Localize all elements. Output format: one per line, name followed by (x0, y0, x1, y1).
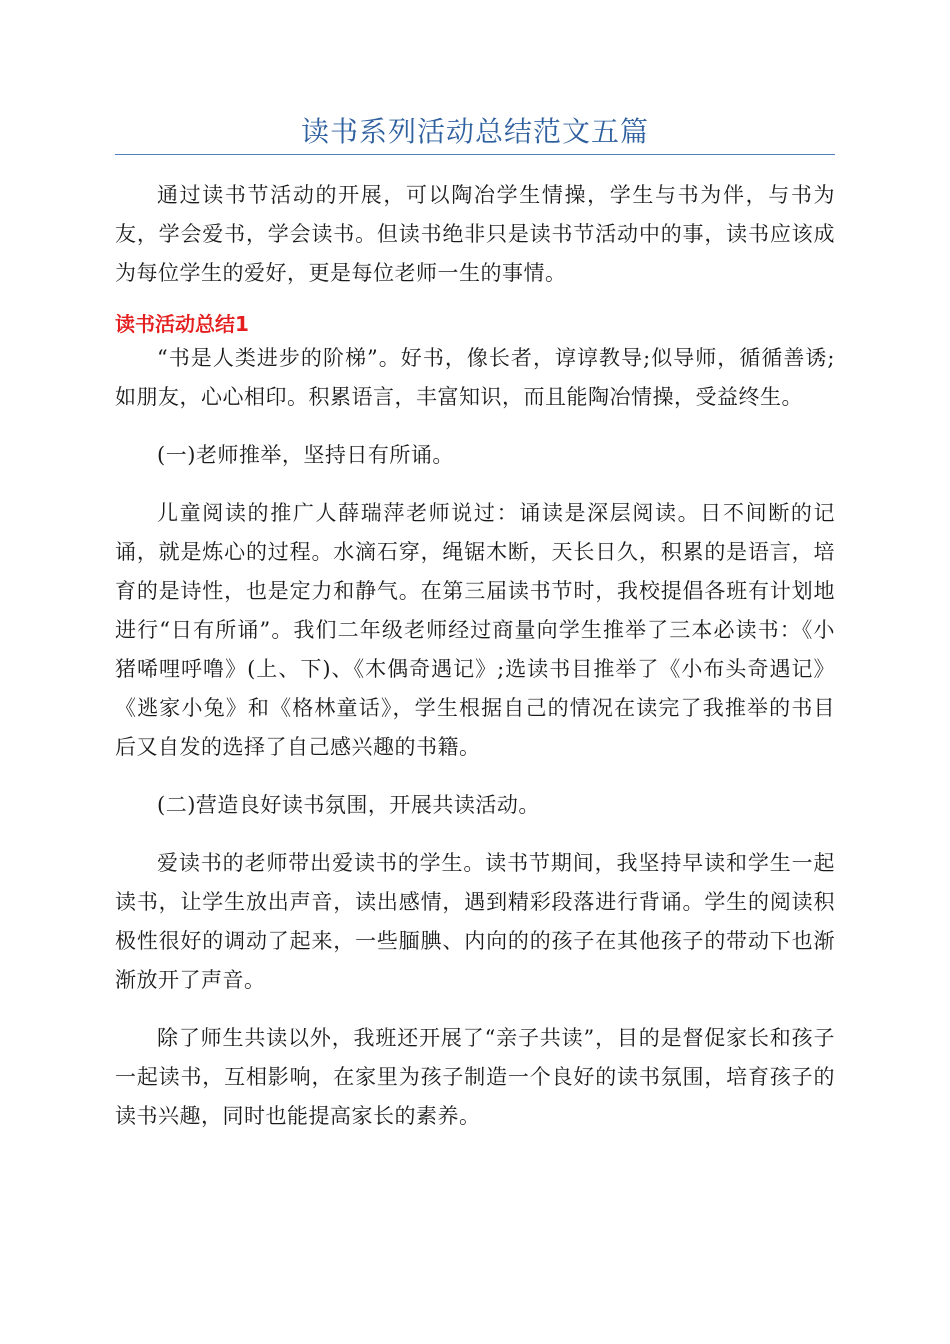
section-heading: 读书活动总结1 (115, 312, 249, 336)
subheading-paragraph: (一)老师推举，坚持日有所诵。 (157, 443, 454, 467)
body-paragraph: 儿童阅读的推广人薛瑞萍老师说过：诵读是深层阅读。日不间断的记诵，就是炼心的过程。水滴石穿，绳锯木断，天长日久，积累的是语言，培育的是诗性，也是定力和静气。在第三届读书节时，我校提倡各班有计划地进行“日有所诵”。我们二年级老师经过商量向学生推举了三本必读书：《小猪唏哩呼噜》(上、下)、《木偶奇遇记》;选读书目推举了《小布头奇遇记》《逃家小兔》和《格林童话》，学生根据自己的情况在读完了我推举的书目后又自发的选择了自己感兴趣的书籍。 (115, 501, 835, 759)
subheading-paragraph: (二)营造良好读书氛围，开展共读活动。 (157, 793, 540, 817)
body-paragraph: “书是人类进步的阶梯”。好书，像长者，谆谆教导;似导师，循循善诱;如朋友，心心相印。积累语言，丰富知识，而且能陶冶情操，受益终生。 (115, 346, 835, 409)
intro-paragraph: 通过读书节活动的开展，可以陶冶学生情操，学生与书为伴，与书为友，学会爱书，学会读书。但读书绝非只是读书节活动中的事，读书应该成为每位学生的爱好，更是每位老师一生的事情。 (115, 183, 835, 285)
document-title: 读书系列活动总结范文五篇 (300, 115, 649, 148)
body-paragraph: 除了师生共读以外，我班还开展了“亲子共读”，目的是督促家长和孩子一起读书，互相影响，在家里为孩子制造一个良好的读书氛围，培育孩子的读书兴趣，同时也能提高家长的素养。 (115, 1026, 835, 1128)
body-paragraph: 爱读书的老师带出爱读书的学生。读书节期间，我坚持早读和学生一起读书，让学生放出声音，读出感情，遇到精彩段落进行背诵。学生的阅读积极性很好的调动了起来，一些腼腆、内向的的孩子在其他孩子的带动下也渐渐放开了声音。 (115, 851, 835, 992)
title-divider (115, 154, 835, 155)
document-body (115, 176, 835, 1136)
